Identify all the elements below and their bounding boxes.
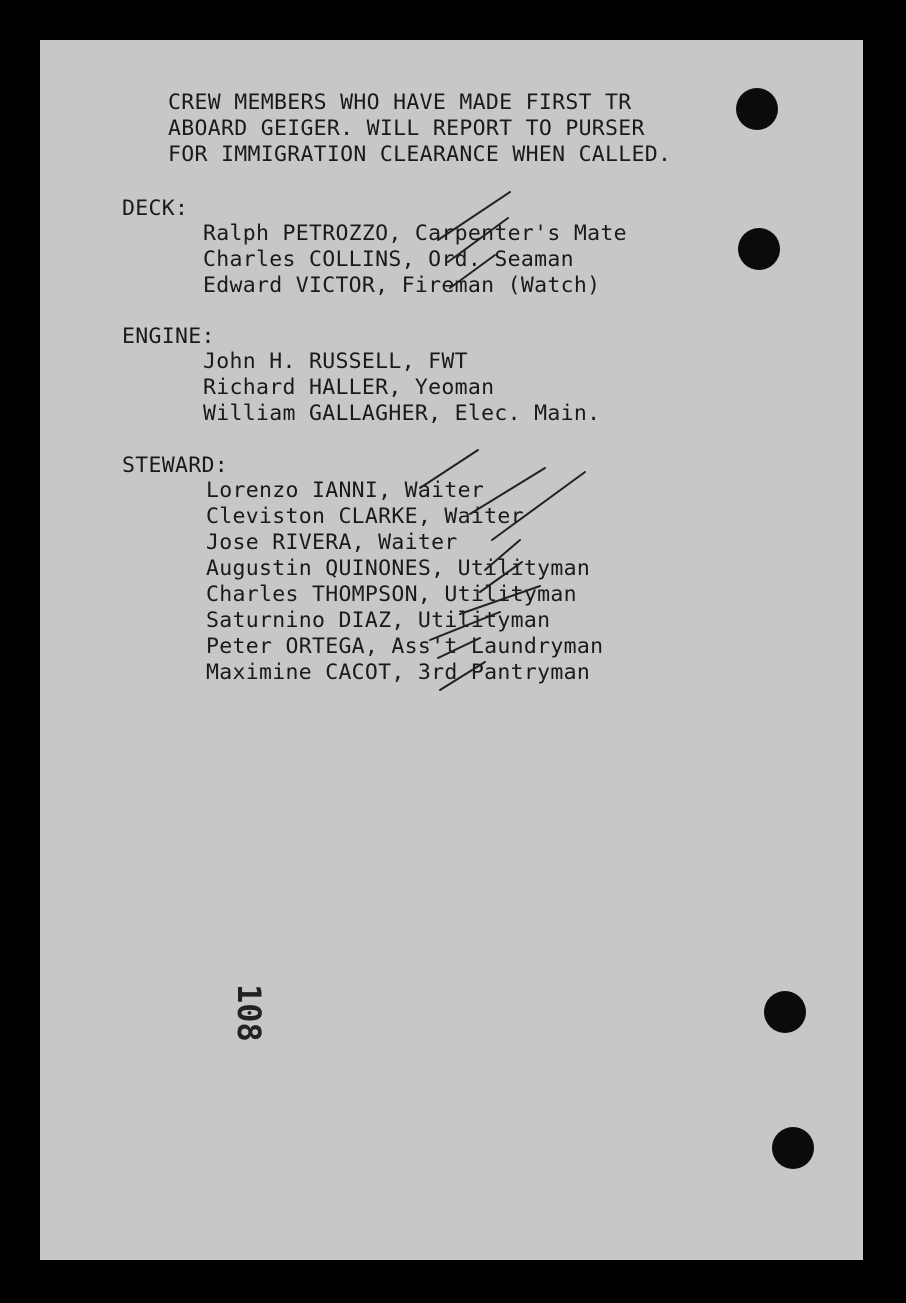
check-mark	[420, 450, 478, 488]
check-mark	[440, 662, 485, 690]
engine-entry: Richard HALLER, Yeoman	[203, 375, 495, 400]
steward-entry: Jose RIVERA, Waiter	[206, 530, 458, 555]
section-title-engine: ENGINE:	[122, 324, 215, 349]
steward-entry: Charles THOMPSON, Utilityman	[206, 582, 577, 607]
deck-entry: Ralph PETROZZO, Carpenter's Mate	[203, 221, 627, 246]
check-mark	[450, 255, 495, 288]
steward-entry: Lorenzo IANNI, Waiter	[206, 478, 485, 503]
binder-hole	[772, 1127, 814, 1169]
check-mark	[470, 468, 545, 514]
steward-entry: Maximine CACOT, 3rd Pantryman	[206, 660, 591, 685]
check-mark	[438, 192, 510, 240]
engine-entry: William GALLAGHER, Elec. Main.	[203, 401, 601, 426]
binder-hole	[736, 88, 778, 130]
header-line-1: CREW MEMBERS WHO HAVE MADE FIRST TR	[168, 90, 632, 115]
section-title-deck: DECK:	[122, 196, 189, 221]
binder-hole	[738, 228, 780, 270]
steward-entry: Peter ORTEGA, Ass't Laundryman	[206, 634, 604, 659]
check-mark	[430, 612, 500, 640]
steward-entry: Saturnino DIAZ, Utilityman	[206, 608, 551, 633]
page-number: 108	[230, 984, 268, 1042]
header-line-2: ABOARD GEIGER. WILL REPORT TO PURSER	[168, 116, 645, 141]
header-line-3: FOR IMMIGRATION CLEARANCE WHEN CALLED.	[168, 142, 672, 167]
check-mark	[460, 586, 540, 614]
check-mark	[480, 562, 522, 592]
deck-entry: Edward VICTOR, Fireman (Watch)	[203, 273, 601, 298]
section-title-steward: STEWARD:	[122, 453, 228, 478]
engine-entry: John H. RUSSELL, FWT	[203, 349, 468, 374]
steward-entry: Augustin QUINONES, Utilityman	[206, 556, 591, 581]
binder-hole	[764, 991, 806, 1033]
check-mark	[492, 472, 585, 540]
document-page	[40, 40, 863, 1260]
steward-entry: Cleviston CLARKE, Waiter	[206, 504, 524, 529]
pencil-check-marks	[40, 40, 863, 1260]
check-mark	[485, 540, 520, 570]
check-mark	[448, 218, 508, 262]
deck-entry: Charles COLLINS, Ord. Seaman	[203, 247, 574, 272]
check-mark	[438, 638, 480, 658]
